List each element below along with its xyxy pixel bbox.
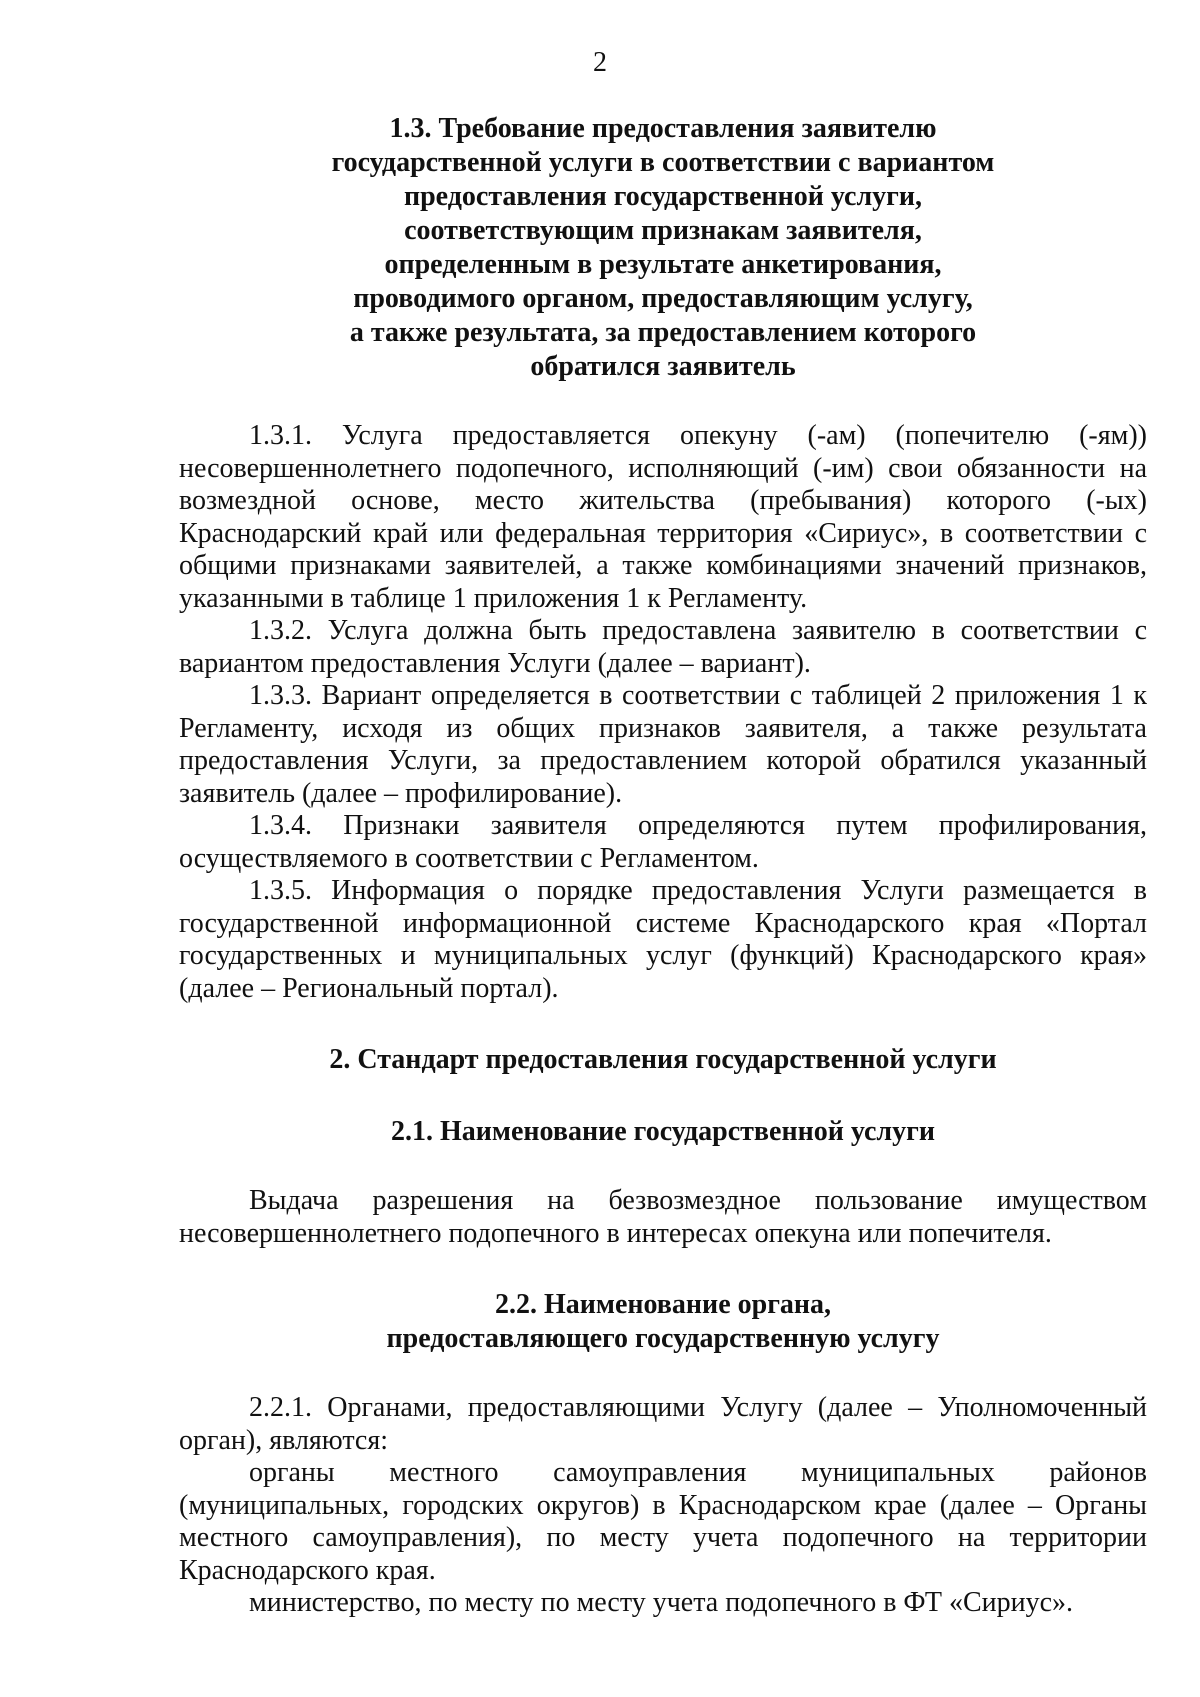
spacer (179, 384, 1147, 420)
heading-line: определенным в результате анкетирования, (384, 249, 942, 280)
section-2-heading: 2. Стандарт предоставления государственной услуги (329, 1044, 997, 1075)
heading-line: предоставляющего государственную услугу (386, 1323, 940, 1354)
paragraph-ministry: министерство, по месту по месту учета подопечного в ФТ «Сириус». (249, 1587, 1074, 1618)
paragraph-1-3-5: 1.3.5. Информация о порядке предоставления Услуги размещается в государственной информационной системе Краснодарского края «Портал государственных и муниципальных услуг (функций) Краснодарского края» (далее – Региональный портал). (179, 875, 1147, 1004)
spacer (179, 1077, 1147, 1115)
paragraph-1-3-1: 1.3.1. Услуга предоставляется опекуну (-ам) (попечителю (-ям)) несовершеннолетнего подопечного, исполняющий (-им) свои обязанности на возмездной основе, место жительства (пребывания) которого (-ых) Краснодарский край или федеральная территория «Сириус», в соответствии с общими признаками заявителей, а также комбинациями значений признаков, указанными в таблице 1 приложения 1 к Регламенту. (179, 420, 1147, 614)
section-2-1-heading: 2.1. Наименование государственной услуги (391, 1116, 935, 1147)
document-body (179, 112, 1147, 1620)
heading-line: проводимого органом, предоставляющим услугу, (353, 283, 973, 314)
spacer (179, 1005, 1147, 1043)
spacer (179, 1250, 1147, 1288)
heading-line: 2.2. Наименование органа, (494, 1289, 832, 1320)
heading-line: предоставления государственной услуги, (403, 181, 923, 212)
paragraph-2-1: Выдача разрешения на безвозмездное пользование имуществом несовершеннолетнего подопечного в интересах опекуна или попечителя. (179, 1185, 1147, 1249)
heading-line: 1.3. Требование предоставления заявителю (389, 113, 937, 144)
paragraph-2-2-1: 2.2.1. Органами, предоставляющими Услугу (далее – Уполномоченный орган), являются: (179, 1392, 1147, 1456)
page-number: 2 (593, 47, 607, 78)
spacer (179, 1356, 1147, 1392)
paragraph-1-3-3: 1.3.3. Вариант определяется в соответствии с таблицей 2 приложения 1 к Регламенту, исходя из общих признаков заявителя, а также результата предоставления Услуги, за предоставлением которой обратился указанный заявитель (далее – профилирование). (179, 680, 1147, 809)
heading-line: а также результата, за предоставлением которого (349, 317, 977, 348)
paragraph-local-authorities: органы местного самоуправления муниципальных районов (муниципальных, городских округов) в Краснодарском крае (далее – Органы местного самоуправления), по месту учета подопечного на территории Краснодарского края. (179, 1457, 1147, 1586)
spacer (179, 1149, 1147, 1185)
paragraph-1-3-2: 1.3.2. Услуга должна быть предоставлена заявителю в соответствии с вариантом предоставления Услуги (далее – вариант). (179, 615, 1147, 679)
section-2-2-heading (179, 1288, 1147, 1356)
section-1-3-heading (179, 112, 1147, 384)
heading-line: соответствующим признакам заявителя, (404, 215, 922, 246)
heading-line: обратился заявитель (530, 351, 796, 382)
paragraph-1-3-4: 1.3.4. Признаки заявителя определяются путем профилирования, осуществляемого в соответствии с Регламентом. (179, 810, 1147, 874)
heading-line: государственной услуги в соответствии с вариантом (331, 147, 995, 178)
